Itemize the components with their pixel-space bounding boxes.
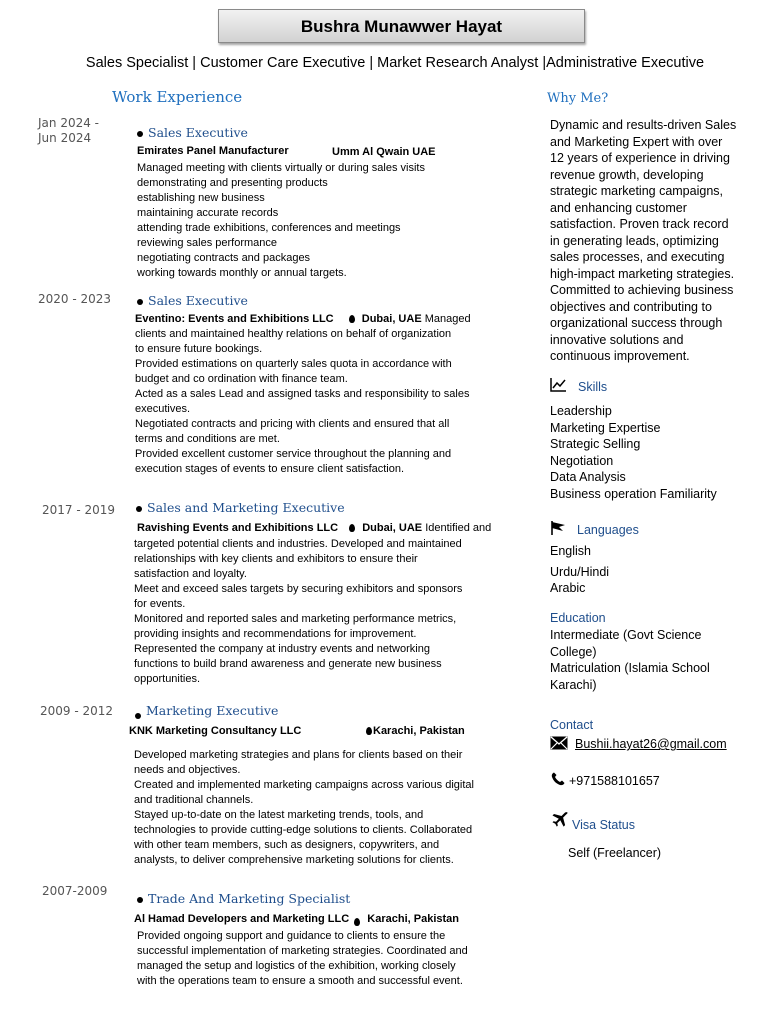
skills-heading: Skills (578, 380, 608, 394)
location-pin-icon (349, 524, 355, 532)
phone-icon (551, 772, 565, 791)
job-employer-line: Ravishing Events and Exhibitions LLC Dubai, UAE Identified and (137, 522, 492, 534)
job-date: 2009 - 2012 (40, 704, 114, 718)
location-pin-icon (354, 918, 360, 926)
job-employer: Ravishing Events and Exhibitions LLC (137, 522, 339, 534)
name-banner (218, 9, 585, 43)
job-description: clients and maintained healthy relations on behalf of organization to ensure future bookings. Provided estimations on quarterly sales quota in accordance with budget and co ordination with finance team. Acted as a sales Lead and assigned tasks and responsibility to sales executives. Negotiated contracts and pricing with clients and ensured that all terms and conditions are met. Provided excellent customer service throughout the planning and execution stages of events to ensure client satisfaction. (135, 328, 470, 475)
job-location: Karachi, Pakistan (373, 725, 465, 737)
job-title: Sales Executive (137, 293, 248, 308)
language-item: English (550, 544, 591, 558)
job-title: Sales Executive (137, 125, 248, 140)
bullet-icon (137, 299, 143, 305)
bullet-icon (135, 713, 141, 719)
contact-heading: Contact (550, 718, 594, 732)
visa-status-heading: Visa Status (572, 818, 636, 832)
education-heading: Education (550, 611, 606, 625)
skill-item: Data Analysis (550, 470, 626, 484)
job-date: Jan 2024 - Jun 2024 (38, 116, 99, 145)
why-me-heading: Why Me? (547, 91, 609, 106)
job-employer: Emirates Panel Manufacturer (137, 145, 289, 157)
bullet-icon (136, 506, 142, 512)
skill-item: Strategic Selling (550, 437, 641, 451)
job-date: 2007-2009 (42, 884, 108, 898)
language-item: Urdu/Hindi (550, 565, 610, 579)
email-link[interactable]: Bushii.hayat26@gmail.com (575, 737, 727, 751)
phone-number[interactable]: +971588101657 (569, 774, 660, 788)
bullet-icon (137, 131, 143, 137)
job-title: Marketing Executive (135, 703, 278, 719)
job-location: Dubai, UAE (362, 522, 423, 534)
bullet-icon (137, 897, 143, 903)
skill-item: Marketing Expertise (550, 420, 661, 435)
education-list: Intermediate (Govt Science College) Matriculation (Islamia School Karachi) (550, 628, 710, 692)
location-pin-icon (349, 315, 355, 323)
skill-item: Leadership (550, 404, 612, 418)
job-employer: KNK Marketing Consultancy LLC (129, 725, 302, 737)
candidate-name: Bushra Munawwer Hayat (300, 17, 503, 36)
job-description: Provided ongoing support and guidance to clients to ensure the successful implementation of marketing strategies. Coordinated and managed the setup and logistics of the exhibition, working closely with the operations team to ensure a smooth and successful event. (137, 930, 468, 987)
job-employer: Al Hamad Developers and Marketing LLC (134, 913, 350, 925)
why-me-text: Dynamic and results-driven Sales and Marketing Expert with over 12 years of experience in driving revenue growth, developing strategic marketing campaigns, and enhancing customer satisfaction. Proven track record in generating leads, optimizing sales processes, and executing high-impact marketing strategies. Committed to achieving business objectives and contributing to organizational success through innovative solutions and continuous improvement. (550, 118, 737, 363)
language-item: Arabic (550, 581, 586, 595)
visa-status-value: Self (Freelancer) (568, 846, 662, 860)
job-description: targeted potential clients and industries. Developed and maintained relationships with key clients and exhibitors to ensure their satisfaction and loyalty. Meet and exceed sales targets by securing exhibitors and sponsors for events. Monitored and reported sales and marketing performance metrics, providing insights and recommendations for improvement. Represented the company at industry events and networking functions to build brand awareness and generate new business opportunities. (134, 538, 463, 685)
job-employer: Eventino: Events and Exhibitions LLC (135, 313, 334, 325)
job-title: Sales and Marketing Executive (136, 500, 345, 515)
job-employer-line (134, 913, 459, 925)
job-employer-line: Eventino: Events and Exhibitions LLC Dubai, UAE Managed (135, 313, 471, 325)
flag-icon (550, 520, 567, 541)
languages-heading: Languages (577, 523, 639, 537)
skill-item: Business operation Familiarity (550, 486, 717, 501)
job-location: Dubai, UAE (361, 313, 422, 325)
job-date: 2017 - 2019 (42, 503, 116, 517)
role-summary: Sales Specialist | Customer Care Executive | Market Research Analyst |Administrative Executive (85, 55, 705, 71)
job-location-line (366, 725, 465, 737)
job-title: Trade And Marketing Specialist (137, 891, 350, 906)
airplane-icon (551, 811, 569, 834)
work-experience-heading: Work Experience (112, 88, 243, 106)
job-location: Umm Al Qwain UAE (332, 146, 436, 158)
job-description: Developed marketing strategies and plans for clients based on their needs and objectives. Created and implemented marketing campaigns across various digital and traditional channels. Stayed up-to-date on the latest marketing trends, tools, and technologies to provide cutting-edge solutions to clients. Collaborated with other team members, such as designers, copywriters, and analysts, to deliver comprehensive marketing solutions for clients. (134, 749, 474, 866)
envelope-icon (550, 736, 568, 755)
location-pin-icon (366, 727, 372, 735)
job-description: Managed meeting with clients virtually or during sales visits demonstrating and presenting products establishing new business maintaining accurate records attending trade exhibitions, conferences and meetings reviewing sales performance negotiating contracts and packages working towards monthly or annual targets. (137, 162, 425, 279)
chart-line-icon (550, 377, 567, 397)
job-date: 2020 - 2023 (38, 292, 112, 306)
skill-item: Negotiation (550, 453, 614, 468)
skills-list (550, 403, 717, 502)
job-location: Karachi, Pakistan (367, 913, 460, 925)
